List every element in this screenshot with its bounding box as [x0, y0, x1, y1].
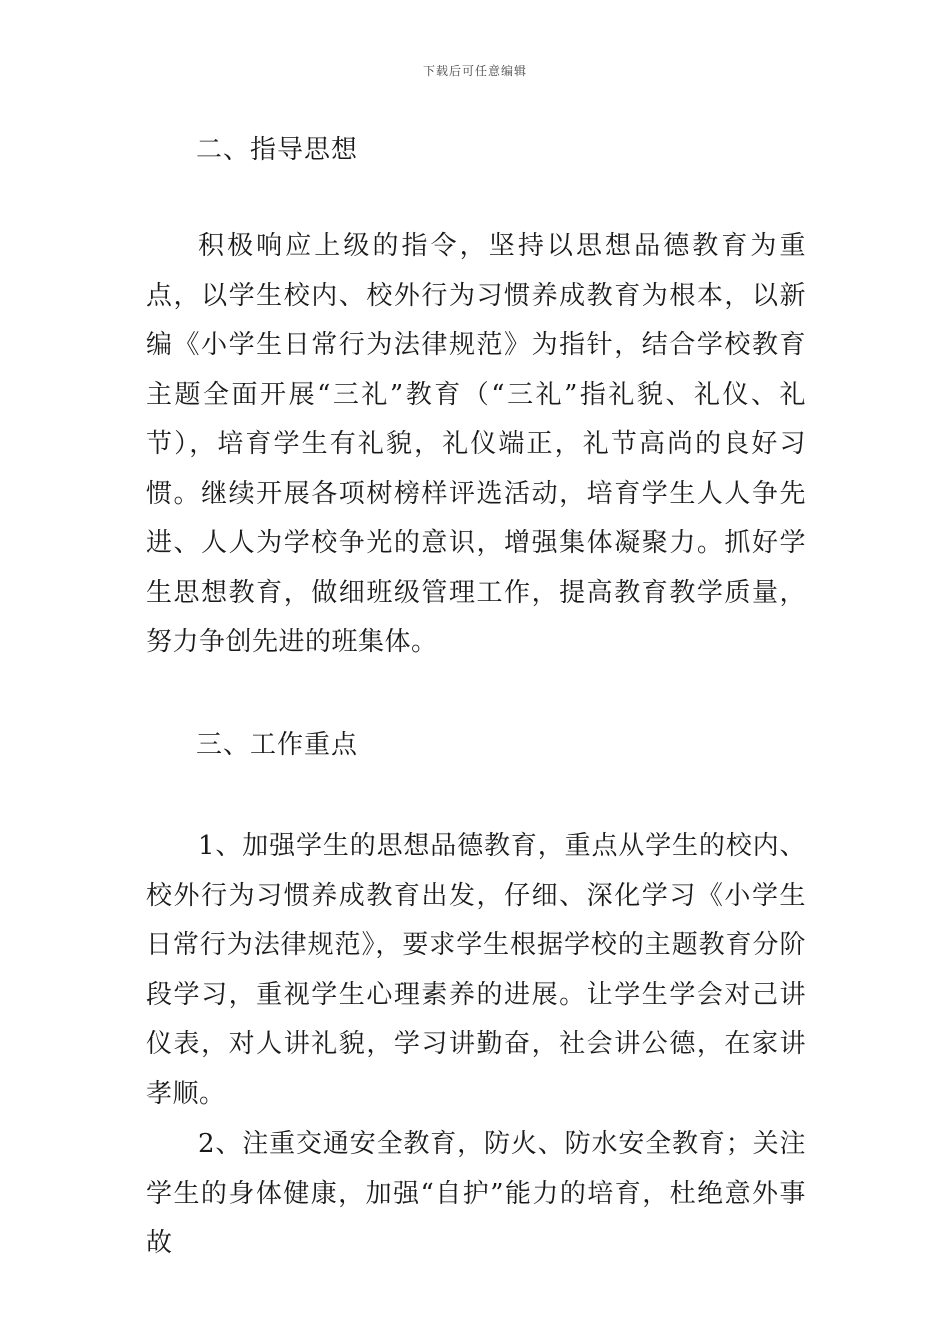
paragraph-work-focus-1: 1、加强学生的思想品德教育，重点从学生的校内、校外行为习惯养成教育出发，仔细、深化学习《小学生日常行为法律规范》，要求学生根据学校的主题教育分阶段学习，重视学生心理素养的进展。让学生学会对己讲仪表，对人讲礼貌，学习讲勤奋，社会讲公德，在家讲孝顺。	[146, 831, 806, 1109]
section-heading-guiding-ideology: 二、指导思想	[196, 135, 359, 165]
section-heading-work-focus: 三、工作重点	[196, 730, 359, 760]
header-note: 下载后可任意编辑	[422, 64, 527, 78]
paragraph-guiding-ideology: 积极响应上级的指令，坚持以思想品德教育为重点，以学生校内、校外行为习惯养成教育为根本，以新编《小学生日常行为法律规范》为指针，结合学校教育主题全面开展“三礼”教育（“三礼”指礼貌、礼仪、礼节），培育学生有礼貌，礼仪端正，礼节高尚的良好习惯。继续开展各项树榜样评选活动，培育学生人人争先进、人人为学校争光的意识，增强集体凝聚力。抓好学生思想教育，做细班级管理工作，提高教育教学质量，努力争创先进的班集体。	[146, 231, 806, 657]
paragraph-work-focus-2: 2、注重交通安全教育，防火、防水安全教育；关注学生的身体健康，加强“自护”能力的培育，杜绝意外事故	[146, 1129, 806, 1258]
